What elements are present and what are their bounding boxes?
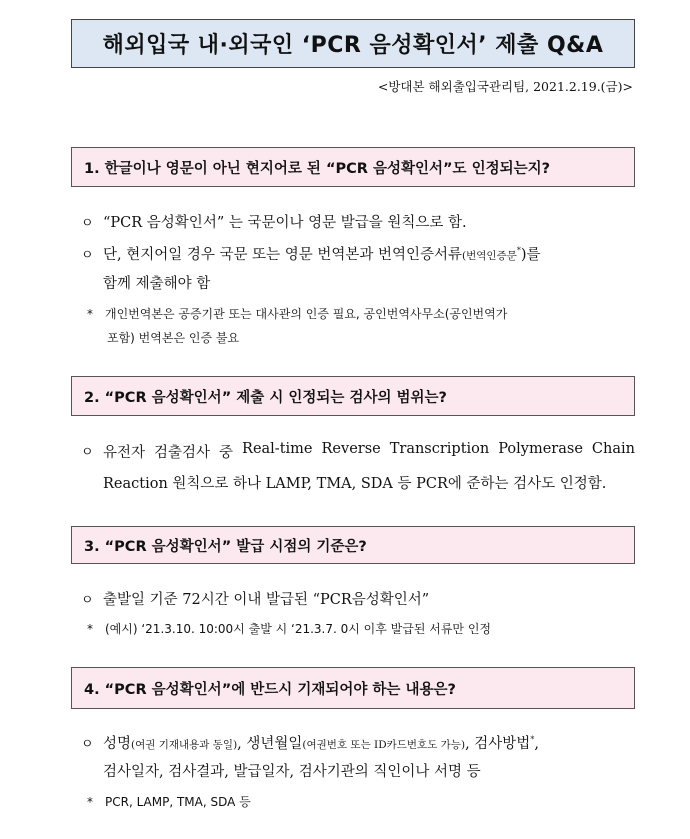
q4-answer-1: ㅇ 성명(여권 기재내용과 동일), 생년월일(여권번호 또는 ID카드번호도 가능), 검사방법*, [81,732,539,753]
q4-answer-1-cont: 검사일자, 검사결과, 발급일자, 검사기관의 직인이나 서명 등 [103,764,481,780]
q1-answer-2: ㅇ 단, 현지어일 경우 국문 또는 영문 번역본과 번역인증서류(번역인증문*)를 [81,243,541,264]
question-2-box [71,376,635,416]
question-1: 1. 한글이나 영문이 아닌 현지어로 된 “PCR 음성확인서”도 인정되는지? [84,160,551,177]
q1-answer-2-cont: 함께 제출해야 함 [103,276,211,292]
q3-note: * (예시) ‘21.3.10. 10:00시 출발 시 ‘21.3.7. 0시 이후 발급된 서류만 인정 [87,622,492,636]
question-4-box [71,667,635,709]
q2-answer-1-cont: Reaction 원칙으로 하나 LAMP, TMA, SDA 등 PCR에 준하는 검사도 인정함. [103,476,607,492]
asterisk-icon: * [87,622,93,636]
question-1-box [71,147,635,187]
asterisk-icon: * [87,307,93,321]
question-3-box [71,526,635,564]
question-3: 3. “PCR 음성확인서” 발급 시점의 기준은? [84,538,367,555]
q2-answer-1 [81,441,635,462]
bullet-icon: ㅇ [81,248,94,263]
bullet-icon: ㅇ [81,216,94,231]
page-title: 해외입국 내·외국인 ‘PCR 음성확인서’ 제출 Q&A [102,33,604,58]
bullet-icon: ㅇ [81,737,94,752]
q4-note: * PCR, LAMP, TMA, SDA 등 [87,795,251,809]
page-title-box [71,19,635,68]
asterisk-icon: * [87,795,93,809]
question-4: 4. “PCR 음성확인서”에 반드시 기재되어야 하는 내용은? [84,681,456,698]
bullet-icon: ㅇ [81,445,94,460]
bullet-icon: ㅇ [81,593,94,608]
q1-note-cont: 포함) 번역본은 인증 불요 [107,331,240,345]
question-2: 2. “PCR 음성확인서” 제출 시 인정되는 검사의 범위는? [84,389,447,406]
q1-note: * 개인번역본은 공증기관 또는 대사관의 인증 필요, 공인번역사무소(공인번역가 [87,307,508,321]
q2-answer-1-words: 유전자 검출검사 중 Real-time Reverse Transcription Polymerase Chain [103,441,635,461]
page-subtitle: <방대본 해외출입국관리팀, 2021.2.19.(금)> [377,79,633,94]
q3-answer-1: ㅇ 출발일 기준 72시간 이내 발급된 “PCR음성확인서” [81,588,429,609]
q1-answer-1: ㅇ “PCR 음성확인서” 는 국문이나 영문 발급을 원칙으로 함. [81,211,467,232]
